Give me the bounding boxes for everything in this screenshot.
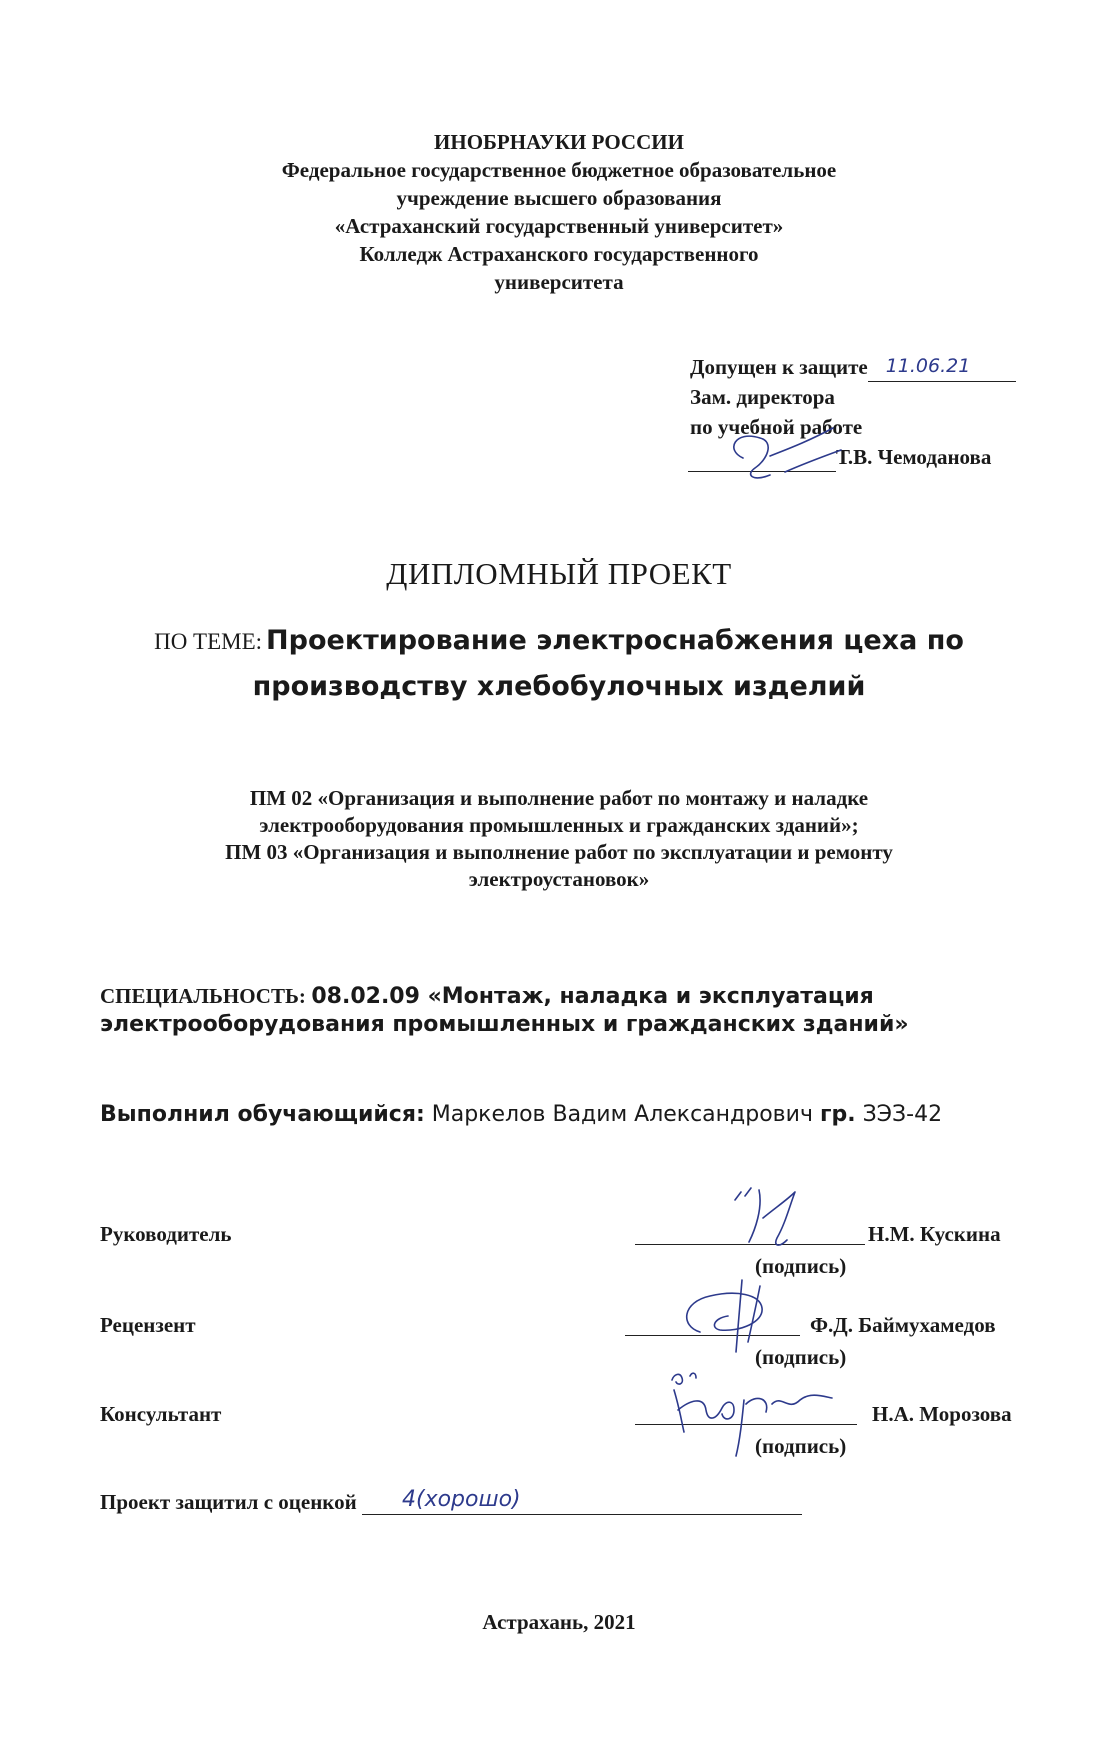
specialty-line-1 xyxy=(100,982,1100,1011)
supervisor-signature xyxy=(715,1178,825,1258)
specialty-text-2: электрооборудования промышленных и гражданских зданий» xyxy=(100,1012,909,1037)
student-name: Маркелов Вадим Александрович xyxy=(431,1102,813,1127)
grade-label: Проект защитил с оценкой xyxy=(100,1490,357,1514)
approval-position-2: по учебной работе xyxy=(690,415,863,439)
institution-header xyxy=(0,128,1118,296)
consultant-caption: (подпись) xyxy=(755,1434,847,1458)
ministry-name: ИНОБРНАУКИ РОССИИ xyxy=(434,130,684,154)
admitted-date-line xyxy=(868,357,1016,382)
admitted-row xyxy=(690,352,1090,382)
topic-text-2: производству хлебобулочных изделий xyxy=(252,671,866,702)
institution-line-4: «Астраханский государственный университет» xyxy=(334,214,784,238)
specialty-label: СПЕЦИАЛЬНОСТЬ: xyxy=(100,984,306,1008)
approval-name: Т.В. Чемоданова xyxy=(836,445,992,469)
institution-line-2: Федеральное государственное бюджетное образовательное xyxy=(281,158,837,182)
approval-position-1: Зам. директора xyxy=(690,385,835,409)
professional-modules xyxy=(0,785,1118,893)
reviewer-signature xyxy=(670,1272,810,1362)
module-line-4: электроустановок» xyxy=(468,867,650,891)
group-number: ЗЭЗ-42 xyxy=(862,1102,943,1127)
reviewer-name: Ф.Д. Баймухамедов xyxy=(810,1313,996,1337)
student-label: Выполнил обучающийся: xyxy=(100,1102,425,1127)
institution-line-5: Колледж Астраханского государственного xyxy=(359,242,759,266)
consultant-name: Н.А. Морозова xyxy=(872,1402,1012,1426)
specialty-text-1: 08.02.09 «Монтаж, наладка и эксплуатация xyxy=(311,984,874,1009)
supervisor-caption: (подпись) xyxy=(755,1254,847,1278)
consultant-signature xyxy=(660,1360,840,1460)
admitted-label: Допущен к защите xyxy=(690,355,868,379)
topic-line-1 xyxy=(0,620,1118,666)
consultant-role: Консультант xyxy=(100,1402,222,1426)
city-year: Астрахань, 2021 xyxy=(482,1610,636,1634)
reviewer-caption: (подпись) xyxy=(755,1345,847,1369)
institution-line-6: университета xyxy=(494,270,624,294)
director-signature xyxy=(715,420,845,495)
group-label: гр. xyxy=(819,1102,856,1127)
document-type: ДИПЛОМНЫЙ ПРОЕКТ xyxy=(386,556,732,591)
admitted-date: 11.06.21 xyxy=(885,355,971,377)
grade-value: 4(хорошо) xyxy=(401,1487,521,1512)
module-line-3: ПМ 03 «Организация и выполнение работ по эксплуатации и ремонту xyxy=(225,840,893,864)
student-row xyxy=(100,1102,942,1127)
grade-line xyxy=(362,1487,802,1515)
specialty-block xyxy=(100,982,1100,1039)
reviewer-role: Рецензент xyxy=(100,1313,196,1337)
institution-line-3: учреждение высшего образования xyxy=(396,186,722,210)
supervisor-role: Руководитель xyxy=(100,1222,232,1246)
supervisor-name: Н.М. Кускина xyxy=(868,1222,1001,1246)
module-line-2: электрооборудования промышленных и гражданских зданий»; xyxy=(259,813,859,837)
module-line-1: ПМ 02 «Организация и выполнение работ по монтажу и наладке xyxy=(249,786,869,810)
topic-prefix: ПО ТЕМЕ: xyxy=(154,629,263,654)
topic-text-1: Проектирование электроснабжения цеха по xyxy=(266,625,964,656)
topic-block xyxy=(0,620,1118,708)
grade-row xyxy=(100,1487,802,1515)
